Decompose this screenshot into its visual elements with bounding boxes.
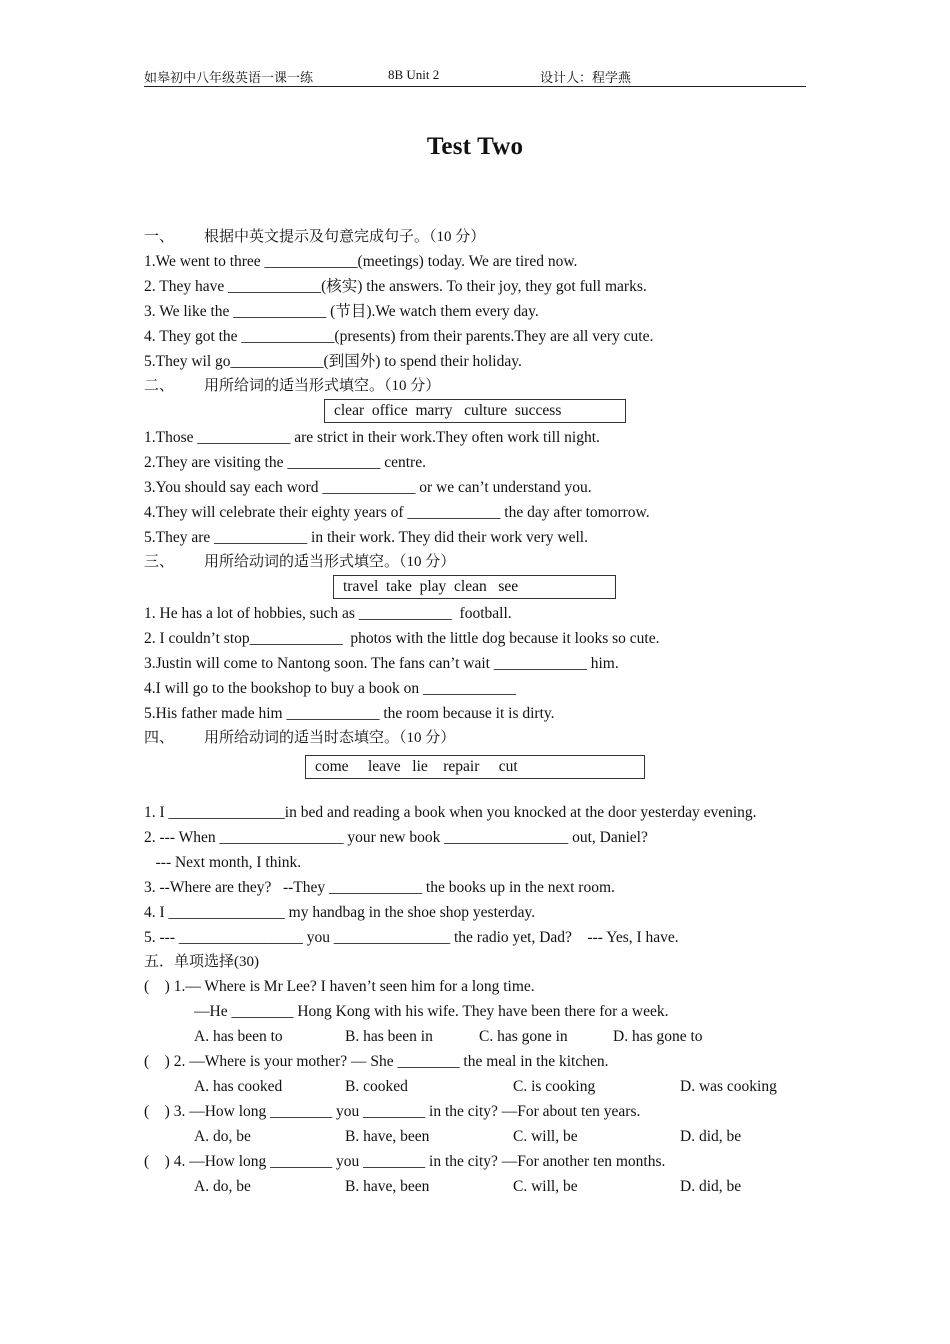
- question-2-option-b: B. cooked: [345, 1078, 408, 1095]
- section-3-item-1: 1. He has a lot of hobbies, such as ____________ football.: [144, 605, 512, 622]
- header-unit: 8B Unit 2: [388, 67, 440, 82]
- section-2-item-2: 2.They are visiting the ____________ centre.: [144, 454, 426, 471]
- question-1-stem: ( ) 1.— Where is Mr Lee? I haven’t seen him for a long time.: [144, 978, 535, 995]
- question-2-option-a: A. has cooked: [194, 1078, 283, 1095]
- section-4-heading: 四、 用所给动词的适当时态填空。（10 分）: [144, 730, 456, 746]
- section-3-item-2: 2. I couldn’t stop____________ photos with the little dog because it looks so cute.: [144, 630, 660, 647]
- question-4-option-c: C. will, be: [513, 1178, 578, 1195]
- section-3-word-box: travel take play clean see: [333, 575, 616, 599]
- question-3-option-a: A. do, be: [194, 1128, 251, 1145]
- section-4-item-1: 1. I _______________in bed and reading a book when you knocked at the door yesterday evening.: [144, 804, 757, 821]
- section-3-heading: 三、 用所给动词的适当形式填空。（10 分）: [144, 554, 456, 570]
- section-2-word-box: clear office marry culture success: [324, 399, 626, 423]
- question-3-stem: ( ) 3. —How long ________ you ________ in the city? —For about ten years.: [144, 1103, 641, 1120]
- section-1-heading: 一、 根据中英文提示及句意完成句子。（10 分）: [144, 229, 486, 245]
- question-2-option-c: C. is cooking: [513, 1078, 596, 1095]
- question-3-option-d: D. did, be: [680, 1128, 742, 1145]
- section-1-item-2: 2. They have ____________(核实) the answers. To their joy, they got full marks.: [144, 278, 647, 295]
- section-2-item-4: 4.They will celebrate their eighty years of ____________ the day after tomorrow.: [144, 504, 650, 521]
- question-2-option-d: D. was cooking: [680, 1078, 777, 1095]
- section-4-item-2: 2. --- When ________________ your new book ________________ out, Daniel?: [144, 829, 648, 846]
- section-3-item-4: 4.I will go to the bookshop to buy a book on ____________: [144, 680, 516, 697]
- header-school: 如皋初中八年级英语一课一练: [144, 70, 314, 85]
- question-4-option-b: B. have, been: [345, 1178, 430, 1195]
- question-1-option-a: A. has been to: [194, 1028, 283, 1045]
- section-4-item-3: 3. --Where are they? --They ____________ the books up in the next room.: [144, 879, 615, 896]
- section-4-item-4: 4. I _______________ my handbag in the shoe shop yesterday.: [144, 904, 536, 921]
- section-2-item-1: 1.Those ____________ are strict in their work.They often work till night.: [144, 429, 600, 446]
- header-designer: 设计人：程学燕: [540, 70, 632, 85]
- section-2-item-5: 5.They are ____________ in their work. They did their work very well.: [144, 529, 588, 546]
- question-2-stem: ( ) 2. —Where is your mother? — She ________ the meal in the kitchen.: [144, 1053, 609, 1070]
- section-4-item-5: 5. --- ________________ you _______________ the radio yet, Dad? --- Yes, I have.: [144, 929, 679, 946]
- section-3-item-3: 3.Justin will come to Nantong soon. The fans can’t wait ____________ him.: [144, 655, 619, 672]
- section-1-item-3: 3. We like the ____________ (节目).We watch them every day.: [144, 303, 539, 320]
- question-4-option-a: A. do, be: [194, 1178, 251, 1195]
- page-title: Test Two: [426, 133, 524, 160]
- question-4-stem: ( ) 4. —How long ________ you ________ in the city? —For another ten months.: [144, 1153, 666, 1170]
- question-1-stem-continued: —He ________ Hong Kong with his wife. They have been there for a week.: [194, 1003, 669, 1020]
- question-3-option-c: C. will, be: [513, 1128, 578, 1145]
- page-header: [144, 66, 806, 87]
- section-2-item-3: 3.You should say each word ____________ or we can’t understand you.: [144, 479, 592, 496]
- question-3-option-b: B. have, been: [345, 1128, 430, 1145]
- question-1-option-d: D. has gone to: [613, 1028, 703, 1045]
- section-5-heading: 五．单项选择(30): [144, 954, 259, 970]
- question-1-option-b: B. has been in: [345, 1028, 433, 1045]
- section-1-item-5: 5.They wil go____________(到国外) to spend their holiday.: [144, 353, 522, 370]
- question-1-option-c: C. has gone in: [479, 1028, 568, 1045]
- section-4-item-2-answer: --- Next month, I think.: [144, 854, 302, 871]
- section-1-item-1: 1.We went to three ____________(meetings) today. We are tired now.: [144, 253, 578, 270]
- section-1-item-4: 4. They got the ____________(presents) from their parents.They are all very cute.: [144, 328, 654, 345]
- question-4-option-d: D. did, be: [680, 1178, 742, 1195]
- section-4-word-box: come leave lie repair cut: [305, 755, 645, 779]
- section-3-item-5: 5.His father made him ____________ the room because it is dirty.: [144, 705, 555, 722]
- section-2-heading: 二、 用所给词的适当形式填空。（10 分）: [144, 378, 441, 394]
